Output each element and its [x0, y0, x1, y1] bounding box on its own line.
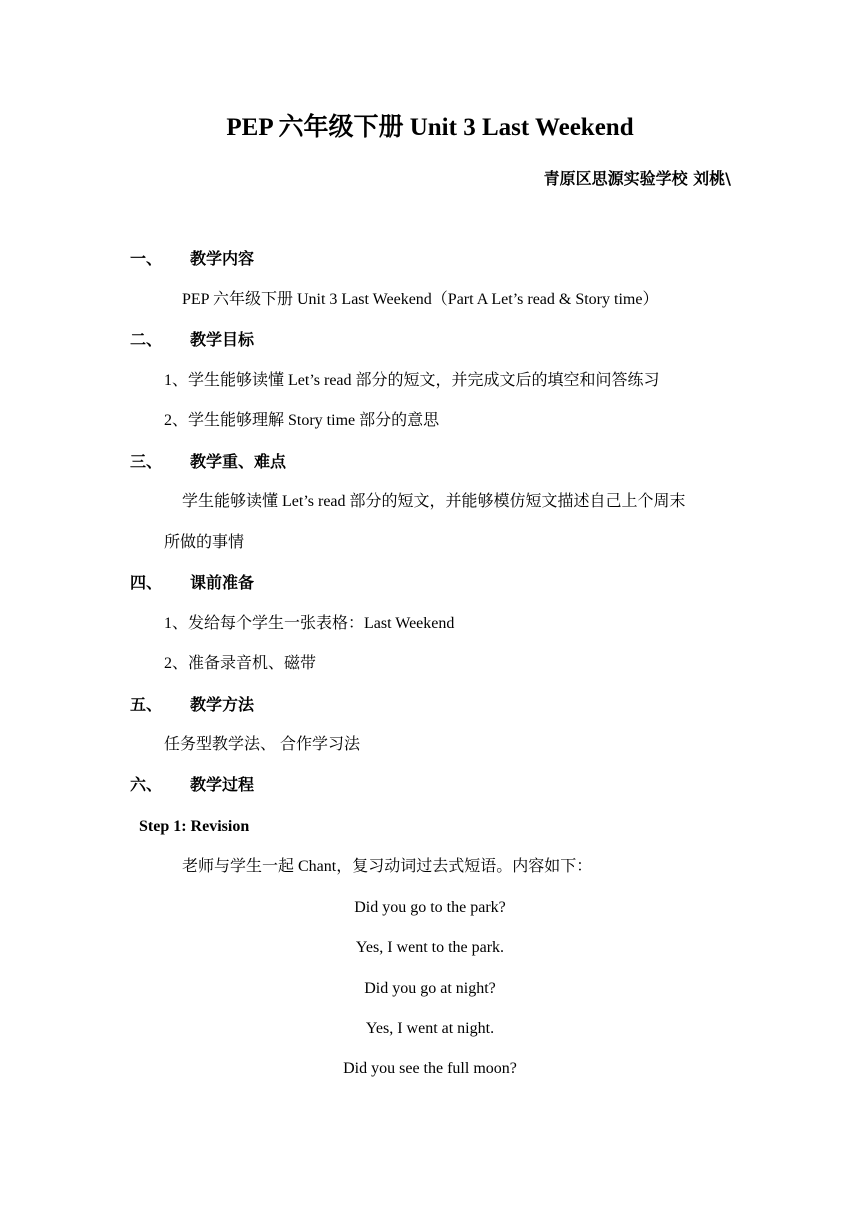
section-title: 教学目标	[190, 330, 255, 349]
section-number: 六、	[130, 775, 163, 794]
section-number: 三、	[130, 452, 163, 471]
section-title: 教学过程	[190, 775, 255, 794]
section-heading-2	[130, 329, 430, 351]
paragraph-line: 1、发给每个学生一张表格：Last Weekend	[164, 615, 455, 632]
author-line: 青原区思源实验学校 刘桃\	[543, 169, 731, 188]
step-title: Step 1: Revision	[139, 818, 250, 835]
paragraph-line: 2、学生能够理解 Story time 部分的意思	[164, 412, 440, 429]
paragraph-line: 所做的事情	[164, 534, 245, 551]
chant-line: Did you go at night?	[364, 980, 496, 997]
section-number: 四、	[130, 573, 163, 592]
section-title: 教学内容	[190, 249, 255, 268]
section-heading-4	[130, 572, 430, 594]
section-heading-3	[130, 451, 430, 473]
chant-line: Did you go to the park?	[354, 899, 506, 916]
document-title: PEP 六年级下册 Unit 3 Last Weekend	[226, 114, 634, 141]
section-number: 二、	[130, 330, 163, 349]
section-title: 教学方法	[190, 695, 255, 714]
paragraph-line: 2、准备录音机、磁带	[164, 655, 317, 672]
section-heading-1	[130, 248, 430, 270]
paragraph-line: 老师与学生一起 Chant，复习动词过去式短语。内容如下：	[182, 858, 593, 875]
section-title: 教学重、难点	[190, 452, 287, 471]
chant-line: Yes, I went to the park.	[355, 939, 505, 956]
paragraph-line: PEP 六年级下册 Unit 3 Last Weekend（Part A Let’s read & Story time）	[182, 291, 659, 308]
paragraph-line: 学生能够读懂 Let’s read 部分的短文，并能够模仿短文描述自己上个周末	[182, 493, 686, 510]
section-heading-5	[130, 694, 430, 716]
section-heading-6	[130, 774, 430, 796]
section-number: 一、	[130, 249, 163, 268]
paragraph-line: 1、学生能够读懂 Let’s read 部分的短文，并完成文后的填空和问答练习	[164, 372, 660, 389]
chant-line: Did you see the full moon?	[343, 1060, 517, 1077]
section-title: 课前准备	[190, 573, 255, 592]
paragraph-line: 任务型教学法、 合作学习法	[164, 736, 361, 753]
section-number: 五、	[130, 695, 163, 714]
chant-line: Yes, I went at night.	[365, 1020, 495, 1037]
